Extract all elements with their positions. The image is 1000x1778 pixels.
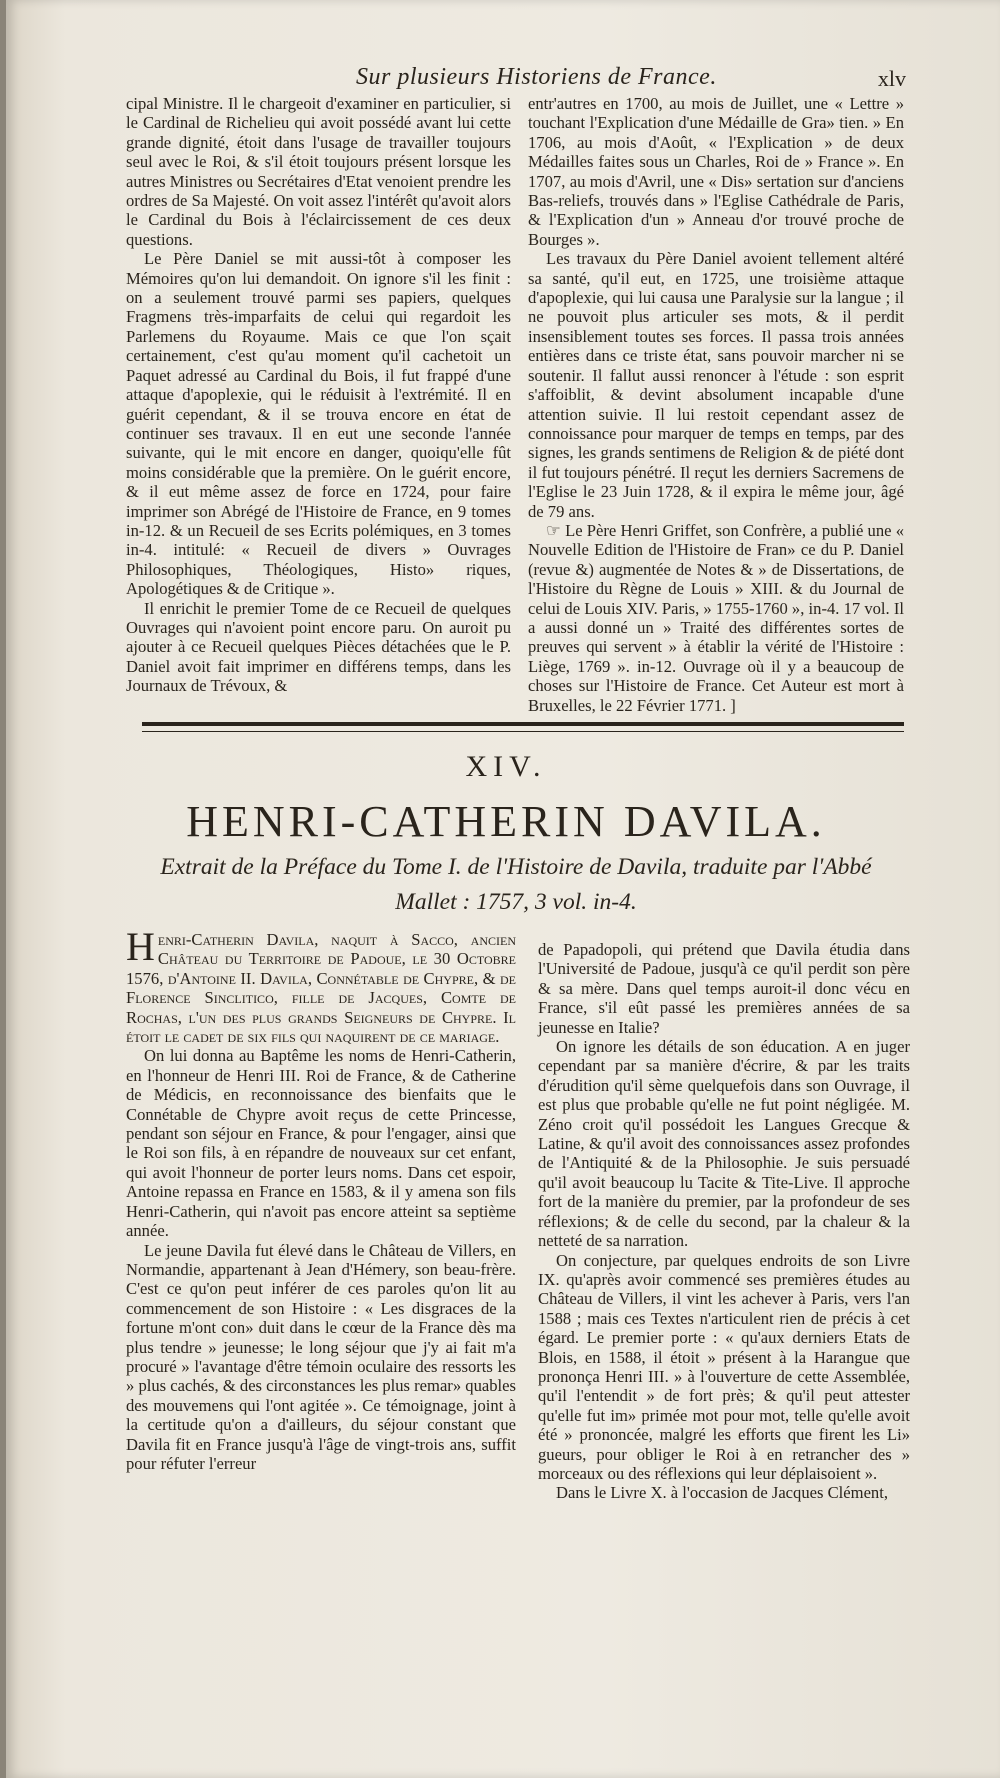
paragraph: On conjecture, par quelques endroits de son Livre IX. qu'après avoir commencé ses premières études au Château de Villers, il vint les achever à Paris, vers l'an 1588 ; mais ces Textes n'articulent rien de précis à cet égard. Le premier porte : « qu'aux derniers Etats de Blois, en 1588, il étoit » présent à la Harangue que prononça Henri III. » à l'ouverture de cette Assemblée, qu'il l'entendit » de fort près; & qu'il peut attester qu'elle fut im» primée mot pour mot, telle qu'elle avoit été » prononcée, malgré les efforts que firent les Li» gueurs, pour obliger le Roi à en retrancher des » morceaux ou des réflexions qui leur déplaisoient ». — [538, 1250, 910, 1483]
section-divider-thick — [142, 722, 904, 726]
paragraph: de Papadopoli, qui prétend que Davila étudia dans l'Université de Padoue, jusqu'à ce qu'il perdit son père & sa mère. Dans quel temps auroit-il donc vécu en France, s'il eût passé les premières années de sa jeunesse en Italie? — [538, 940, 910, 1037]
top-left-column — [126, 94, 511, 694]
running-title: Sur plusieurs Historiens de France. — [356, 64, 717, 90]
section-number: XIV. — [465, 750, 547, 783]
section-subtitle — [126, 850, 906, 920]
paragraph: Le Père Daniel se mit aussi-tôt à composer les Mémoires qu'on lui demandoit. On ignore s'il les finit : on a seulement trouvé parmi ses papiers, quelques Fragmens très-imparfaits de celui qui regardoit les Parlemens du Royaume. Mais ce que l'on sçait certainement, c'est qu'au moment qu'il cachetoit un Paquet adressé au Cardinal du Bois, il fut frappé d'une attaque d'apoplexie, qui le réduisit à l'extrémité. Il en guérit cependant, & il se trouva encore en état de continuer ses travaux. Il en eut une seconde l'année suivante, qui le mit encore en danger, quoiqu'elle fût moins considérable que la première. On le guérit encore, & il eut même assez de force en 1724, pour faire imprimer son Abrégé de l'Histoire de France, en 9 tomes in-12. & un Recueil de ses Ecrits polémiques, en 3 tomes in-4. intitulé: « Recueil de divers » Ouvrages Philosophiques, Théologiques, Histo» riques, Apologétiques & de Critique ». — [126, 249, 511, 599]
paragraph: ☞ Le Père Henri Griffet, son Confrère, a publié une « Nouvelle Edition de l'Histoire de Fran» ce du P. Daniel (revue &) augmentée de Notes & » de Dissertations, de l'Histoire du Règne de Louis » XIII. & du Journal de celui de Louis XIV. Paris, » 1755-1760 », in-4. 17 vol. Il a aussi donné un » Traité des différentes sortes de preuves qui servent » à établir la vérité de l'Histoire : Liège, 1769 ». in-12. Ouvrage où il y a beaucoup de choses sur l'Histoire de France. Cet Auteur est mort à Bruxelles, le 22 Février 1771. ] — [528, 520, 904, 715]
drop-cap: H — [126, 924, 155, 969]
paragraph: On lui donna au Baptême les noms de Henri-Catherin, en l'honneur de Henri III. Roi de France, & de Catherine de Médicis, en reconnoissance des bienfaits que le Connétable de Chypre avoit reçus de cette Princesse, pendant son séjour en France, & pour l'engager, ainsi que le Roi son fils, à en répandre de nouveaux sur cet enfant, qui avoit l'honneur de porter leurs noms. Dans cet espoir, Antoine repassa en France en 1583, & il y amena son fils Henri-Catherin, qui n'avoit pas encore atteint sa septième année. — [126, 1046, 516, 1241]
paragraph: entr'autres en 1700, au mois de Juillet, une « Lettre » touchant l'Explication d'une Médaille de Gra» tien. » En 1706, au mois d'Août, « l'Explication » de deux Médailles faites sous un Charles, Roi de » France ». En 1707, au mois d'Avril, une « Dis» sertation sur d'anciens Bas-reliefs, trouvés dans » l'Eglise Cathédrale de Paris, & l'Explication d'un » Anneau d'or trouvé proche de Bourges ». — [528, 94, 904, 249]
paragraph: On ignore les détails de son éducation. A en juger cependant par sa manière d'écrire, & par les traits d'érudition qu'il sème quelquefois dans son Ouvrage, il est plus que probable qu'elle ne fut point négligée. M. Zéno croit qu'il possédoit les Langues Grecque & Latine, & qu'il avoit des connoissances assez profondes de l'Antiquité & de la Philosophie. Je suis persuadé qu'il avoit beaucoup lu Tacite & Tite-Live. Il approche fort de la manière du premier, par la profondeur de ses réflexions; & de celle du second, par la chaleur & la netteté de sa narration. — [538, 1037, 910, 1251]
paragraph: Le jeune Davila fut élevé dans le Château de Villers, en Normandie, appartenant à Jean d'Hémery, son beau-frère. C'est ce qu'on peut inférer de ces paroles qu'on lit au commencement de son Histoire : « Les disgraces de la fortune m'ont con» duit dans le cœur de la France dès ma plus tendre » jeunesse; le long séjour que j'y ai fait m'a procuré » l'avantage d'être témoin oculaire des ressorts les » plus cachés, & des circonstances les plus remar» quables des mouvemens qui l'ont agitée ». Ce témoignage, joint à la certitude qu'on a d'ailleurs, du séjour constant que Davila fit en France jusqu'à l'âge de vingt-trois ans, suffit pour réfuter l'erreur — [126, 1240, 516, 1473]
book-page — [6, 0, 1000, 1778]
subtitle-line-2: Mallet : 1757, 3 vol. in-4. — [395, 889, 637, 915]
top-right-column — [528, 94, 904, 715]
section-divider-thin — [142, 731, 904, 732]
paragraph: Il enrichit le premier Tome de ce Recueil de quelques Ouvrages qui n'avoient point encore paru. On auroit pu ajouter à ce Recueil quelques Pièces détachées que le P. Daniel avoit fait imprimer en différens temps, dans les Journaux de Trévoux, & — [126, 598, 511, 696]
opening-paragraph — [126, 924, 516, 1047]
page-number: xlv — [877, 66, 906, 91]
bottom-right-column — [538, 940, 910, 1540]
section-title: HENRI-CATHERIN DAVILA. — [186, 797, 826, 846]
page-header — [126, 64, 906, 94]
opening-text: enri-Catherin Davila, naquit à Sacco, ancien Château du Territoire de Padoue, le 30 Octobre 1576, d'Antoine II. Davila, Connétable de Chypre, & de Florence Sinclitico, fille de Jacques, Comte de Rochas, l'un des plus grands Seigneurs de Chypre. Il étoit le cadet de six fils qui naquirent de ce mariage. — [126, 930, 516, 1047]
paragraph: Les travaux du Père Daniel avoient tellement altéré sa santé, qu'il eut, en 1725, une troisième attaque d'apoplexie, qui lui causa une Paralysie sur la langue ; il ne pouvoit plus articuler ses mots, & il perdit insensiblement toutes ses forces. Il passa trois années entières dans ce triste état, sans pouvoir marcher ni se soutenir. Il fallut aussi renoncer à l'étude : son esprit s'affoiblit, & devint absolument incapable d'une attention suivie. Il lui restoit cependant assez de connoissance pour marquer de temps en temps, par des signes, les grands sentimens de Religion & de piété dont il fut toujours pénétré. Il reçut les derniers Sacremens de l'Eglise le 23 Juin 1728, & il expira le même jour, âgé de 79 ans. — [528, 249, 904, 521]
paragraph: Dans le Livre X. à l'occasion de Jacques Clément, — [556, 1483, 888, 1503]
paragraph: cipal Ministre. Il le chargeoit d'examiner en particulier, si le Cardinal de Richelieu qui avoit possédé avant lui cette grande dignité, étoit dans l'usage de travailler toujours seul avec le Roi, & s'il étoit toujours présent lorsque les autres Ministres ou Secrétaires d'Etat venoient prendre les ordres de Sa Majesté. On voit assez l'intérêt qu'avoit alors le Cardinal du Bois à l'éclaircissement de ces deux questions. — [126, 94, 511, 249]
subtitle-line-1: Extrait de la Préface du Tome I. de l'Histoire de Davila, traduite par l'Abbé — [160, 854, 872, 880]
bottom-left-column — [126, 924, 516, 1550]
